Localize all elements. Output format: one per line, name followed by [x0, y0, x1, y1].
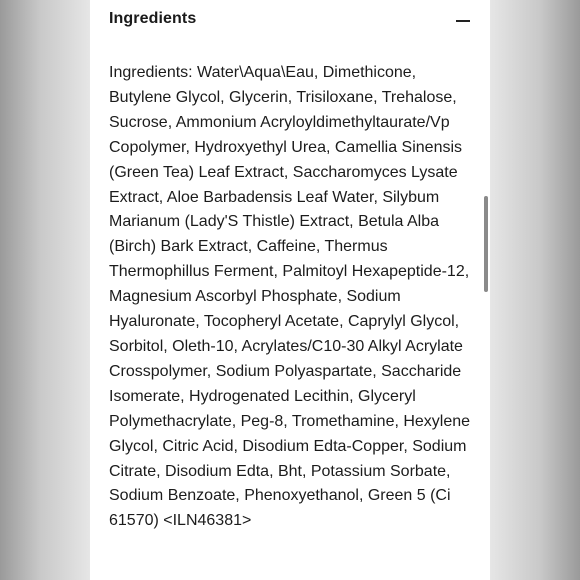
minus-icon[interactable]: [456, 20, 470, 22]
section-title: Ingredients: [109, 10, 197, 27]
right-background-blur: [490, 0, 580, 580]
scrollbar[interactable]: [484, 196, 488, 292]
ingredients-panel: [90, 0, 490, 580]
accordion-header[interactable]: [109, 0, 472, 40]
ingredients-text: Ingredients: Water\Aqua\Eau, Dimethicone, Butylene Glycol, Glycerin, Trisiloxane, Trehalose, Sucrose, Ammonium Acryloyldimethyltaurate/Vp Copolymer, Hydroxyethyl Urea, Camellia Sinensis (Green Tea) Leaf Extract, Saccharomyces Lysate Extract, Aloe Barbadensis Leaf Water, Silybum Marianum (Lady'S Thistle) Extract, Betula Alba (Birch) Bark Extract, Caffeine, Thermus Thermophillus Ferment, Palmitoyl Hexapeptide-12, Magnesium Ascorbyl Phosphate, Sodium Hyaluronate, Tocopheryl Acetate, Caprylyl Glycol, Sorbitol, Oleth-10, Acrylates/C10-30 Alkyl Acrylate Crosspolymer, Sodium Polyaspartate, Saccharide Isomerate, Hydrogenated Lecithin, Glyceryl Polymethacrylate, Peg-8, Tromethamine, Hexylene Glycol, Citric Acid, Disodium Edta-Copper, Sodium Citrate, Disodium Edta, Bht, Potassium Sorbate, Sodium Benzoate, Phenoxyethanol, Green 5 (Ci 61570) <ILN46381>: [109, 64, 471, 530]
left-background-blur: [0, 0, 90, 580]
